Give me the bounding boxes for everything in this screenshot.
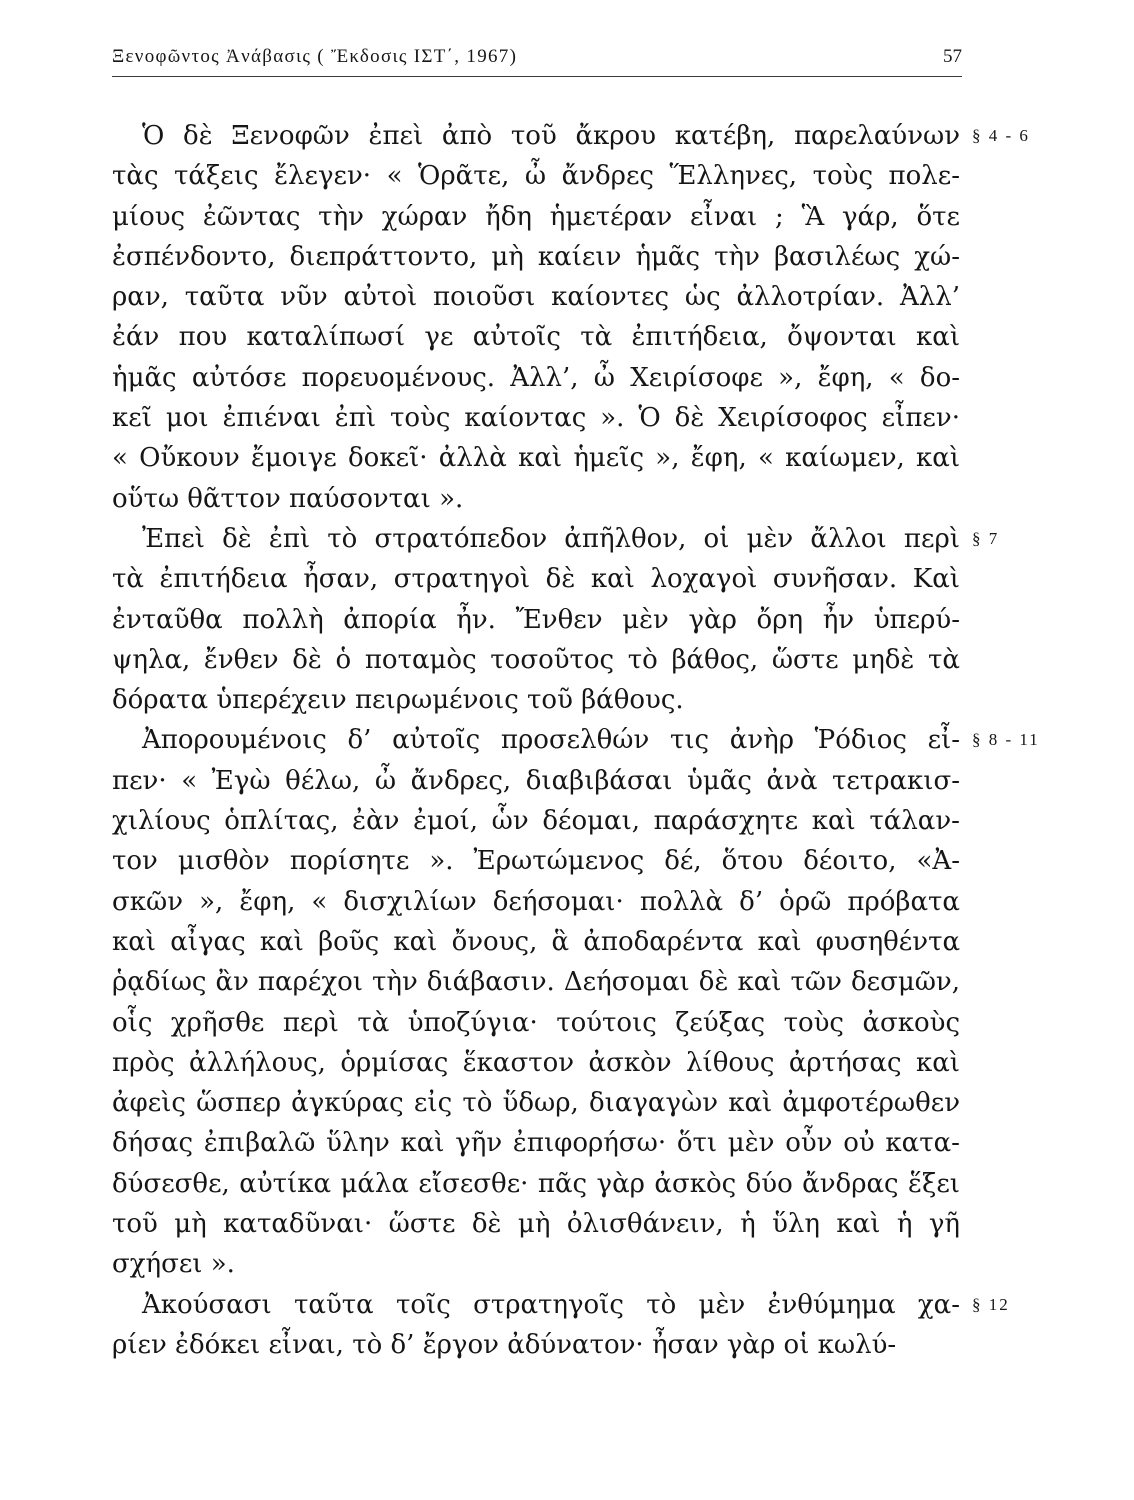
- text-line: [112, 1123, 960, 1163]
- line-text: πεν· « Ἐγὼ θέλω, ὦ ἄνδρες, διαβιβάσαι ὑμᾶς ἀνὰ τετρακισ-: [112, 765, 961, 796]
- text-line: [112, 1285, 1010, 1325]
- margin-section-ref: § 4 - 6: [972, 126, 1030, 145]
- text-line: [112, 479, 960, 519]
- line-text: τον μισθὸν πορίσητε ». Ἐρωτώμενος δέ, ὅτου δέοιτο, «Ἀ-: [112, 846, 960, 877]
- line-text: τὰς τάξεις ἔλεγεν· « Ὁρᾶτε, ὦ ἄνδρες Ἕλληνες, τοὺς πολε-: [112, 161, 961, 192]
- line-text: ἐνταῦθα πολλὴ ἀπορία ἦν. Ἔνθεν μὲν γὰρ ὄρη ἦν ὑπερύ-: [112, 604, 960, 635]
- text-line: [112, 559, 960, 599]
- text-line: [112, 801, 960, 841]
- text-line: [112, 1003, 960, 1043]
- line-text: Ὁ δὲ Ξενοφῶν ἐπεὶ ἀπὸ τοῦ ἄκρου κατέβη, παρελαύνων: [142, 121, 961, 151]
- line-text: « Οὔκουν ἔμοιγε δοκεῖ· ἀλλὰ καὶ ἡμεῖς », ἔφη, « καίωμεν, καὶ: [112, 443, 961, 474]
- line-text: ρίεν ἐδόκει εἶναι, τὸ δ’ ἔργον ἀδύνατον· ἦσαν γὰρ οἱ κωλύ-: [112, 1329, 897, 1360]
- text-line: [112, 761, 960, 801]
- line-text: οἷς χρῆσθε περὶ τὰ ὑποζύγια· τούτοις ζεύξας τοὺς ἀσκοὺς: [112, 1007, 961, 1038]
- line-text: μίους ἐῶντας τὴν χώραν ἤδη ἡμετέραν εἶναι ; Ἃ γάρ, ὅτε: [112, 201, 960, 232]
- line-text: ἐάν που καταλίπωσί γε αὐτοῖς τὰ ἐπιτήδεια, ὄψονται καὶ: [112, 322, 961, 353]
- text-line: [112, 1043, 960, 1083]
- line-text: οὕτω θᾶττον παύσονται ».: [112, 483, 464, 514]
- text-line: [112, 1204, 960, 1244]
- text-line: [112, 600, 960, 640]
- line-text: ῥᾳδίως ἂν παρέχοι τὴν διάβασιν. Δεήσομαι δὲ καὶ τῶν δεσμῶν,: [112, 967, 960, 998]
- line-text: καὶ αἶγας καὶ βοῦς καὶ ὄνους, ἃ ἀποδαρέντα καὶ φυσηθέντα: [112, 926, 961, 957]
- line-text: πρὸς ἀλλήλους, ὁρμίσας ἕκαστον ἀσκὸν λίθους ἀρτήσας καὶ: [112, 1047, 960, 1078]
- line-text: ψηλα, ἔνθεν δὲ ὁ ποταμὸς τοσοῦτος τὸ βάθος, ὥστε μηδὲ τὰ: [112, 644, 960, 675]
- line-text: Ἀκούσασι ταῦτα τοῖς στρατηγοῖς τὸ μὲν ἐνθύμημα χα-: [142, 1289, 961, 1320]
- line-text: ἐσπένδοντο, διεπράττοντο, μὴ καίειν ἡμᾶς τὴν βασιλέως χώ-: [112, 241, 960, 272]
- greek-text-body: [112, 116, 1040, 1365]
- running-header: [112, 44, 962, 77]
- line-text: σχήσει ».: [112, 1249, 235, 1280]
- text-line: [112, 1164, 960, 1204]
- text-line: [112, 358, 960, 398]
- text-line: [112, 398, 960, 438]
- line-text: κεῖ μοι ἐπιέναι ἐπὶ τοὺς καίοντας ». Ὁ δὲ Χειρίσοφος εἶπεν·: [112, 403, 960, 434]
- text-line: [112, 680, 960, 720]
- text-line: [112, 116, 1030, 156]
- margin-section-ref: § 7: [972, 528, 1000, 548]
- text-line: [112, 156, 960, 196]
- text-line: [112, 1083, 960, 1123]
- text-line: [112, 519, 1000, 559]
- text-line: [112, 197, 960, 237]
- line-text: Ἐπεὶ δὲ ἐπὶ τὸ στρατόπεδον ἀπῆλθον, οἱ μὲν ἄλλοι περὶ: [142, 523, 960, 554]
- line-text: σκῶν », ἔφη, « δισχιλίων δεήσομαι· πολλὰ δ’ ὁρῶ πρόβατα: [112, 886, 960, 917]
- text-line: [112, 640, 960, 680]
- line-text: τὰ ἐπιτήδεια ἦσαν, στρατηγοὶ δὲ καὶ λοχαγοὶ συνῆσαν. Καὶ: [112, 564, 960, 595]
- margin-section-ref: § 8 - 11: [972, 730, 1040, 750]
- line-text: δήσας ἐπιβαλῶ ὕλην καὶ γῆν ἐπιφορήσω· ὅτι μὲν οὖν οὐ κατα-: [112, 1128, 960, 1159]
- text-line: [112, 962, 960, 1002]
- text-line: [112, 882, 960, 922]
- line-text: ραν, ταῦτα νῦν αὐτοὶ ποιοῦσι καίοντες ὡς ἀλλοτρίαν. Ἀλλ’: [112, 282, 961, 313]
- text-line: [112, 922, 960, 962]
- text-line: [112, 1244, 960, 1284]
- text-line: [112, 841, 960, 881]
- line-text: ἡμᾶς αὐτόσε πορευομένους. Ἀλλ’, ὦ Χειρίσοφε », ἔφη, « δο-: [112, 362, 961, 393]
- line-text: δύσεσθε, αὐτίκα μάλα εἴσεσθε· πᾶς γὰρ ἀσκὸς δύο ἄνδρας ἕξει: [112, 1168, 960, 1199]
- line-text: Ἀπορουμένοις δ’ αὐτοῖς προσελθών τις ἀνὴρ Ῥόδιος εἶ-: [142, 725, 961, 756]
- text-line: [112, 720, 1040, 760]
- book-title: Ξενοφῶντος Ἀνάβασις ( Ἔκδοσις ΙΣΤ΄, 1967): [112, 46, 518, 67]
- line-text: ἀφεὶς ὥσπερ ἀγκύρας εἰς τὸ ὕδωρ, διαγαγὼν καὶ ἀμφοτέρωθεν: [112, 1088, 960, 1119]
- text-line: [112, 277, 960, 317]
- line-text: τοῦ μὴ καταδῦναι· ὥστε δὲ μὴ ὀλισθάνειν, ἡ ὕλη καὶ ἡ γῆ: [112, 1209, 960, 1240]
- line-text: χιλίους ὁπλίτας, ἐὰν ἐμοί, ὧν δέομαι, παράσχητε καὶ τάλαν-: [112, 806, 960, 837]
- text-line: [112, 438, 960, 478]
- margin-section-ref: § 12: [972, 1294, 1010, 1314]
- line-text: δόρατα ὑπερέχειν πειρωμένοις τοῦ βάθους.: [112, 685, 684, 716]
- page-number: 57: [943, 46, 962, 67]
- text-line: [112, 317, 960, 357]
- text-line: [112, 1325, 960, 1365]
- text-line: [112, 237, 960, 277]
